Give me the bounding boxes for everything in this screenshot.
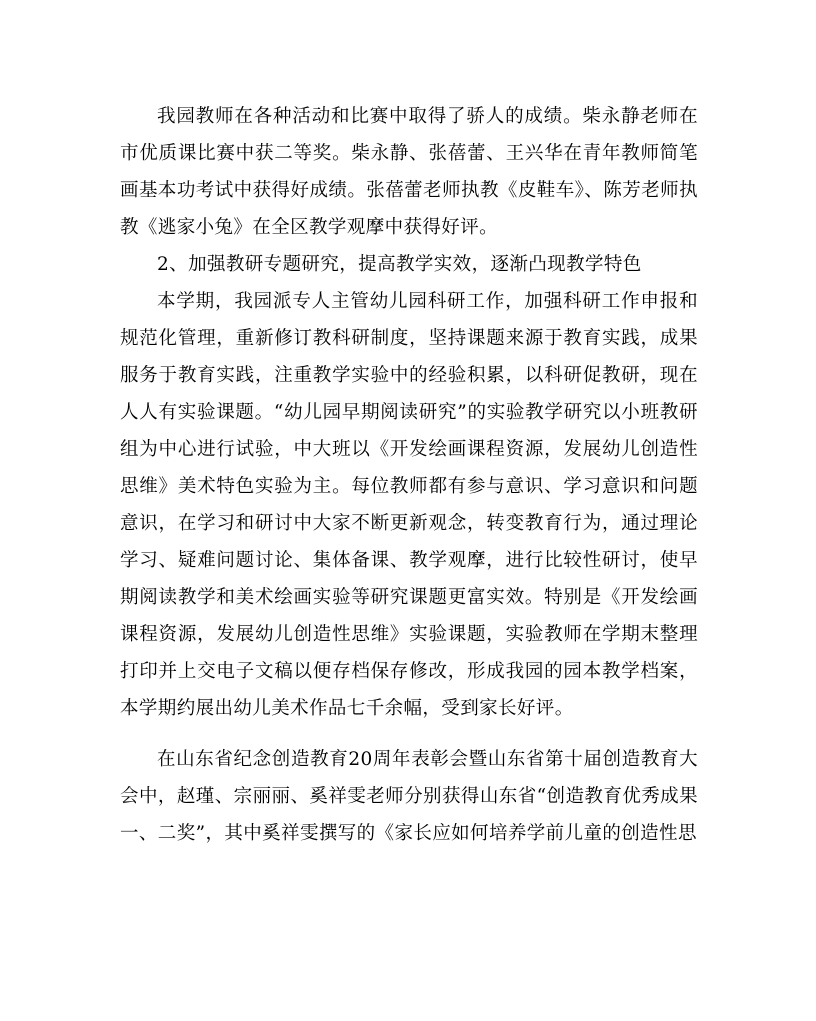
document-body: [120, 98, 698, 852]
paragraph-research: 本学期，我园派专人主管幼儿园科研工作，加强科研工作申报和规范化管理，重新修订教科研制度，坚持课题来源于教育实践，成果服务于教育实践，注重教学实验中的经验积累，以科研促教研，现在人人有实验课题。“幼儿园早期阅读研究”的实验教学研究以小班教研组为中心进行试验，中大班以《开发绘画课程资源，发展幼儿创造性思维》美术特色实验为主。每位教师都有参与意识、学习意识和问题意识，在学习和研讨中大家不断更新观念，转变教育行为，通过理论学习、疑难问题讨论、集体备课、教学观摩，进行比较性研讨，使早期阅读教学和美术绘画实验等研究课题更富实效。特别是《开发绘画课程资源，发展幼儿创造性思维》实验课题，实验教师在学期末整理打印并上交电子文稿以便存档保存修改，形成我园的园本教学档案，本学期约展出幼儿美术作品七千余幅，受到家长好评。: [120, 291, 698, 719]
paragraph-achievements: 我园教师在各种活动和比赛中取得了骄人的成绩。柴永静老师在市优质课比赛中获二等奖。柴永静、张蓓蕾、王兴华在青年教师简笔画基本功考试中获得好成绩。张蓓蕾老师执教《皮鞋车》、陈芳老师执教《逃家小兔》在全区教学观摩中获得好评。: [120, 106, 698, 238]
paragraph-shandong-awards: 在山东省纪念创造教育20周年表彰会暨山东省第十届创造教育大会中，赵瑾、宗丽丽、奚祥雯老师分别获得山东省“创造教育优秀成果一、二奖”，其中奚祥雯撰写的《家长应如何培养学前儿童的创造性思: [120, 749, 698, 844]
section-heading-research: 2、加强教研专题研究，提高教学实效，逐渐凸现教学特色: [157, 254, 642, 275]
